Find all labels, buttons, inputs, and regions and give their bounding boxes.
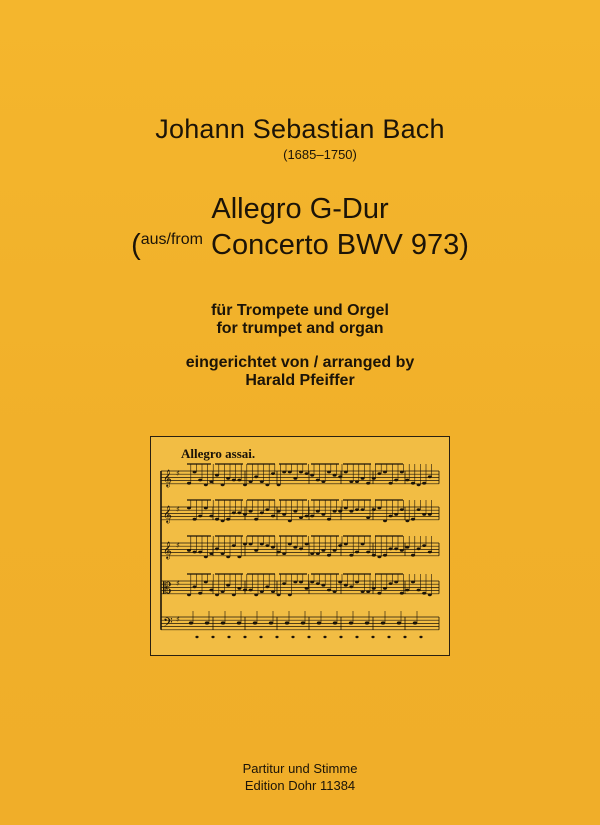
note-head [221,519,225,522]
note-head [327,518,331,521]
note-head [327,589,331,592]
note-head [344,543,348,546]
note-head [243,543,247,546]
note-head [422,544,426,547]
note-head [338,581,342,584]
note-head [198,479,202,482]
note-head [215,593,219,596]
note-head [259,636,262,638]
note-head [260,590,264,593]
edition-number: Edition Dohr 11384 [244,778,356,793]
note-head [365,621,369,624]
note-head [232,593,236,596]
note-head [422,592,426,595]
note-head [366,551,370,554]
note-head [428,593,432,596]
note-head [422,513,426,516]
note-head [338,544,342,547]
note-head [193,518,197,521]
note-head [366,516,370,519]
note-head [417,508,421,511]
note-head [349,510,353,513]
note-head [383,519,387,522]
note-head [204,483,208,486]
note-head [198,551,202,554]
key-signature-sharp: ♯ [176,541,180,550]
note-head [277,483,281,486]
note-head [226,555,230,558]
note-head [260,480,264,483]
subtitle-open-paren: ( [131,229,141,261]
note-head [271,515,275,518]
note-head [371,636,374,638]
clef-glyph: 𝄞 [163,505,172,523]
note-head [405,589,409,592]
note-head [400,471,404,474]
note-head [237,479,241,482]
note-head [187,482,191,485]
note-head [316,582,320,585]
note-head [293,546,297,549]
note-head [377,592,381,595]
note-head [187,593,191,596]
note-head [277,551,281,554]
note-head [307,636,310,638]
note-head [413,621,417,624]
composer-name: Johann Sebastian Bach [155,114,445,144]
note-head [316,510,320,513]
instrumentation-german: für Trompete und Orgel [211,302,389,319]
note-head [293,510,297,513]
note-head [254,518,258,521]
note-head [327,471,331,474]
note-head [383,471,387,474]
key-signature-sharp: ♯ [176,615,180,624]
note-head [372,477,376,480]
note-head [204,555,208,558]
note-head [389,482,393,485]
note-head [226,584,230,587]
note-head [249,589,253,592]
note-head [310,515,314,518]
note-head [205,621,209,624]
clef-glyph: 𝄡 [163,579,172,597]
note-head [291,636,294,638]
note-head [293,477,297,480]
note-head [361,590,365,593]
arranged-by-label: eingerichtet von / arranged by [185,354,415,371]
note-head [271,546,275,549]
note-head [321,480,325,483]
note-head [209,552,213,555]
note-head [377,555,381,558]
tempo-marking: Allegro assai. [181,446,256,461]
score-staves [161,464,439,638]
note-head [361,477,365,480]
note-head [260,511,264,514]
key-signature-sharp: ♯ [176,469,180,478]
note-head [254,475,258,478]
note-head [187,507,191,510]
work-subtitle [0,229,600,262]
note-head [243,513,247,516]
note-head [243,636,246,638]
note-head [355,480,359,483]
note-head [389,547,393,550]
note-head [361,508,365,511]
note-head [389,515,393,518]
note-head [243,589,247,592]
note-head [310,552,314,555]
note-head [209,480,213,483]
note-head [187,549,191,552]
note-head [301,621,305,624]
note-head [361,543,365,546]
note-head [282,552,286,555]
note-head [387,636,390,638]
note-head [282,471,286,474]
note-head [227,636,230,638]
note-head [226,477,230,480]
score-excerpt-image [150,436,450,656]
note-head [215,547,219,550]
note-head [411,554,415,557]
note-head [198,592,202,595]
note-head [277,593,281,596]
note-head [389,582,393,585]
note-head [403,636,406,638]
note-head [333,474,337,477]
note-head [249,480,253,483]
note-head [405,546,409,549]
note-head [299,547,303,550]
note-head [344,507,348,510]
note-head [338,510,342,513]
note-head [265,585,269,588]
note-head [288,593,292,596]
note-head [209,589,213,592]
note-head [282,513,286,516]
arranger-name: Harald Pfeiffer [245,372,355,389]
note-head [288,543,292,546]
note-head [285,621,289,624]
note-head [269,621,273,624]
note-head [237,621,241,624]
composer-dates: (1685–1750) [283,147,357,162]
note-head [333,549,337,552]
note-head [428,475,432,478]
note-head [405,479,409,482]
note-head [349,585,353,588]
subtitle-work: Concerto BWV 973) [211,229,469,261]
note-head [243,483,247,486]
note-head [193,471,197,474]
note-head [422,482,426,485]
note-head [232,511,236,514]
note-head [411,482,415,485]
note-head [215,474,219,477]
note-head [428,551,432,554]
note-head [254,593,258,596]
note-head [310,474,314,477]
note-head [405,519,409,522]
note-head [232,479,236,482]
note-head [333,510,337,513]
note-head [394,547,398,550]
note-head [221,621,225,624]
note-head [198,515,202,518]
note-head [366,590,370,593]
note-head [265,544,269,547]
note-head [221,483,225,486]
note-head [349,621,353,624]
note-head [317,621,321,624]
note-head [327,554,331,557]
note-head [419,636,422,638]
note-head [204,507,208,510]
note-head [355,581,359,584]
note-head [271,472,275,475]
note-head [195,636,198,638]
note-head [237,555,241,558]
note-head [383,554,387,557]
note-head [282,582,286,585]
note-head [349,554,353,557]
note-head [305,515,309,518]
instrumentation-english: for trumpet and organ [216,320,384,337]
note-head [372,554,376,557]
note-head [372,508,376,511]
note-head [189,621,193,624]
note-head [400,549,404,552]
note-head [355,508,359,511]
key-signature-sharp: ♯ [176,505,180,514]
note-head [366,482,370,485]
note-head [305,543,309,546]
note-head [226,518,230,521]
note-head [349,480,353,483]
note-head [254,549,258,552]
note-head [305,472,309,475]
note-head [310,581,314,584]
note-head [260,543,264,546]
note-head [321,513,325,516]
note-head [316,552,320,555]
work-title: Allegro G-Dur [211,193,389,225]
note-head [338,475,342,478]
note-head [344,471,348,474]
note-head [193,585,197,588]
note-head [204,581,208,584]
note-head [237,587,241,590]
note-head [316,479,320,482]
note-head [417,547,421,550]
note-head [411,518,415,521]
note-head [344,584,348,587]
note-head [249,510,253,513]
note-head [417,483,421,486]
subtitle-aus-from: aus/from [140,231,203,248]
note-head [253,621,257,624]
note-head [221,552,225,555]
note-head [265,508,269,511]
note-head [305,587,309,590]
clef-glyph: 𝄢 [163,615,173,633]
edition-contents: Partitur und Stimme [242,761,358,776]
note-head [377,507,381,510]
note-head [394,479,398,482]
note-head [299,581,303,584]
note-head [215,518,219,521]
clef-glyph: 𝄞 [163,541,172,559]
note-head [400,592,404,595]
note-head [321,584,325,587]
note-head [397,621,401,624]
note-head [333,590,337,593]
note-head [275,636,278,638]
clef-glyph: 𝄞 [163,469,172,487]
note-head [249,543,253,546]
note-head [394,581,398,584]
note-head [381,621,385,624]
note-head [288,519,292,522]
note-head [323,636,326,638]
note-head [221,590,225,593]
note-head [383,587,387,590]
note-head [321,549,325,552]
note-head [193,551,197,554]
note-head [265,483,269,486]
note-head [355,636,358,638]
note-head [411,581,415,584]
note-head [377,472,381,475]
note-head [333,621,337,624]
note-head [355,551,359,554]
note-head [209,515,213,518]
note-head [277,510,281,513]
note-head [288,471,292,474]
score-excerpt-svg [151,437,449,655]
note-head [299,471,303,474]
note-head [293,581,297,584]
note-head [211,636,214,638]
note-head [271,590,275,593]
note-head [232,544,236,547]
note-head [417,589,421,592]
note-head [299,516,303,519]
key-signature-sharp: ♯ [176,579,180,588]
note-head [428,513,432,516]
note-head [394,513,398,516]
note-head [339,636,342,638]
note-head [237,511,241,514]
note-head [400,508,404,511]
note-head [372,587,376,590]
